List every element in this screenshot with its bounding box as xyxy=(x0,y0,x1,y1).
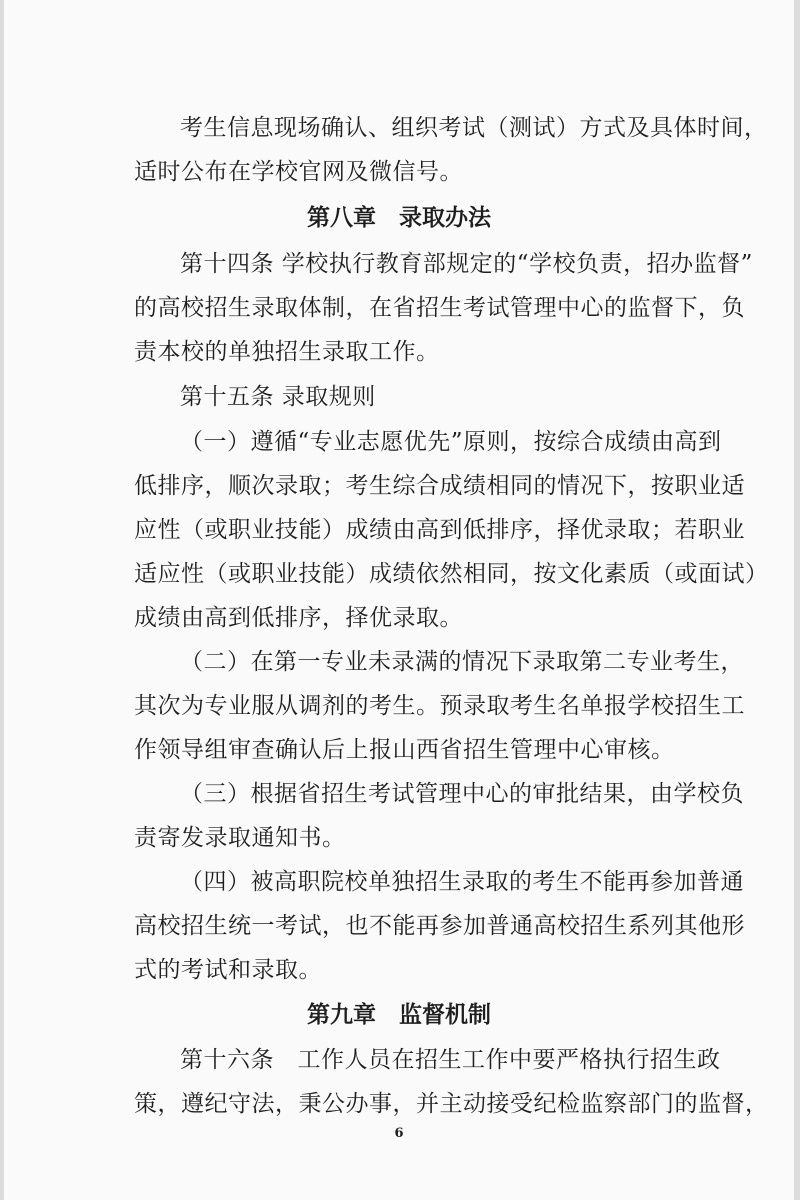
document-page xyxy=(4,0,794,1200)
article-15-title: 第十五条 录取规则 xyxy=(180,384,376,410)
page-number: 6 xyxy=(394,1126,404,1141)
rule-1-line-5: 成绩由高到低排序，择优录取。 xyxy=(134,605,463,631)
rule-3-line-2: 责寄发录取通知书。 xyxy=(134,825,346,851)
chapter-9-heading: 第九章 监督机制 xyxy=(307,1002,491,1028)
intro-line-2: 适时公布在学校官网及微信号。 xyxy=(134,159,463,185)
chapter-8-heading: 第八章 录取办法 xyxy=(307,205,491,231)
article-16-line-2: 策，遵纪守法，秉公办事，并主动接受纪检监察部门的监督， xyxy=(134,1091,769,1117)
article-14-line-1: 第十四条 学校执行教育部规定的“学校负责，招办监督” xyxy=(180,251,753,277)
rule-3-line-1: （三）根据省招生考试管理中心的审批结果，由学校负 xyxy=(180,781,744,807)
rule-4-line-3: 式的考试和录取。 xyxy=(134,957,322,983)
rule-1-line-2: 低排序，顺次录取；考生综合成绩相同的情况下，按职业适 xyxy=(134,473,745,499)
rule-1-line-1: （一）遵循“专业志愿优先”原则，按综合成绩由高到 xyxy=(180,429,722,455)
article-14-line-2: 的高校招生录取体制，在省招生考试管理中心的监督下，负 xyxy=(134,295,745,321)
rule-4-line-1: （四）被高职院校单独招生录取的考生不能再参加普通 xyxy=(180,869,744,895)
rule-4-line-2: 高校招生统一考试，也不能再参加普通高校招生系列其他形 xyxy=(134,913,745,939)
article-14-line-3: 责本校的单独招生录取工作。 xyxy=(134,339,440,365)
rule-1-line-3: 应性（或职业技能）成绩由高到低排序，择优录取；若职业 xyxy=(134,517,745,543)
rule-2-line-2: 其次为专业服从调剂的考生。预录取考生名单报学校招生工 xyxy=(134,693,745,719)
article-16-line-1: 第十六条 工作人员在招生工作中要严格执行招生政 xyxy=(180,1047,721,1073)
rule-2-line-3: 作领导组审查确认后上报山西省招生管理中心审核。 xyxy=(134,737,675,763)
intro-line-1: 考生信息现场确认、组织考试（测试）方式及具体时间， xyxy=(180,115,768,141)
rule-2-line-1: （二）在第一专业未录满的情况下录取第二专业考生， xyxy=(180,649,744,675)
rule-1-line-4: 适应性（或职业技能）成绩依然相同，按文化素质（或面试） xyxy=(134,561,769,587)
